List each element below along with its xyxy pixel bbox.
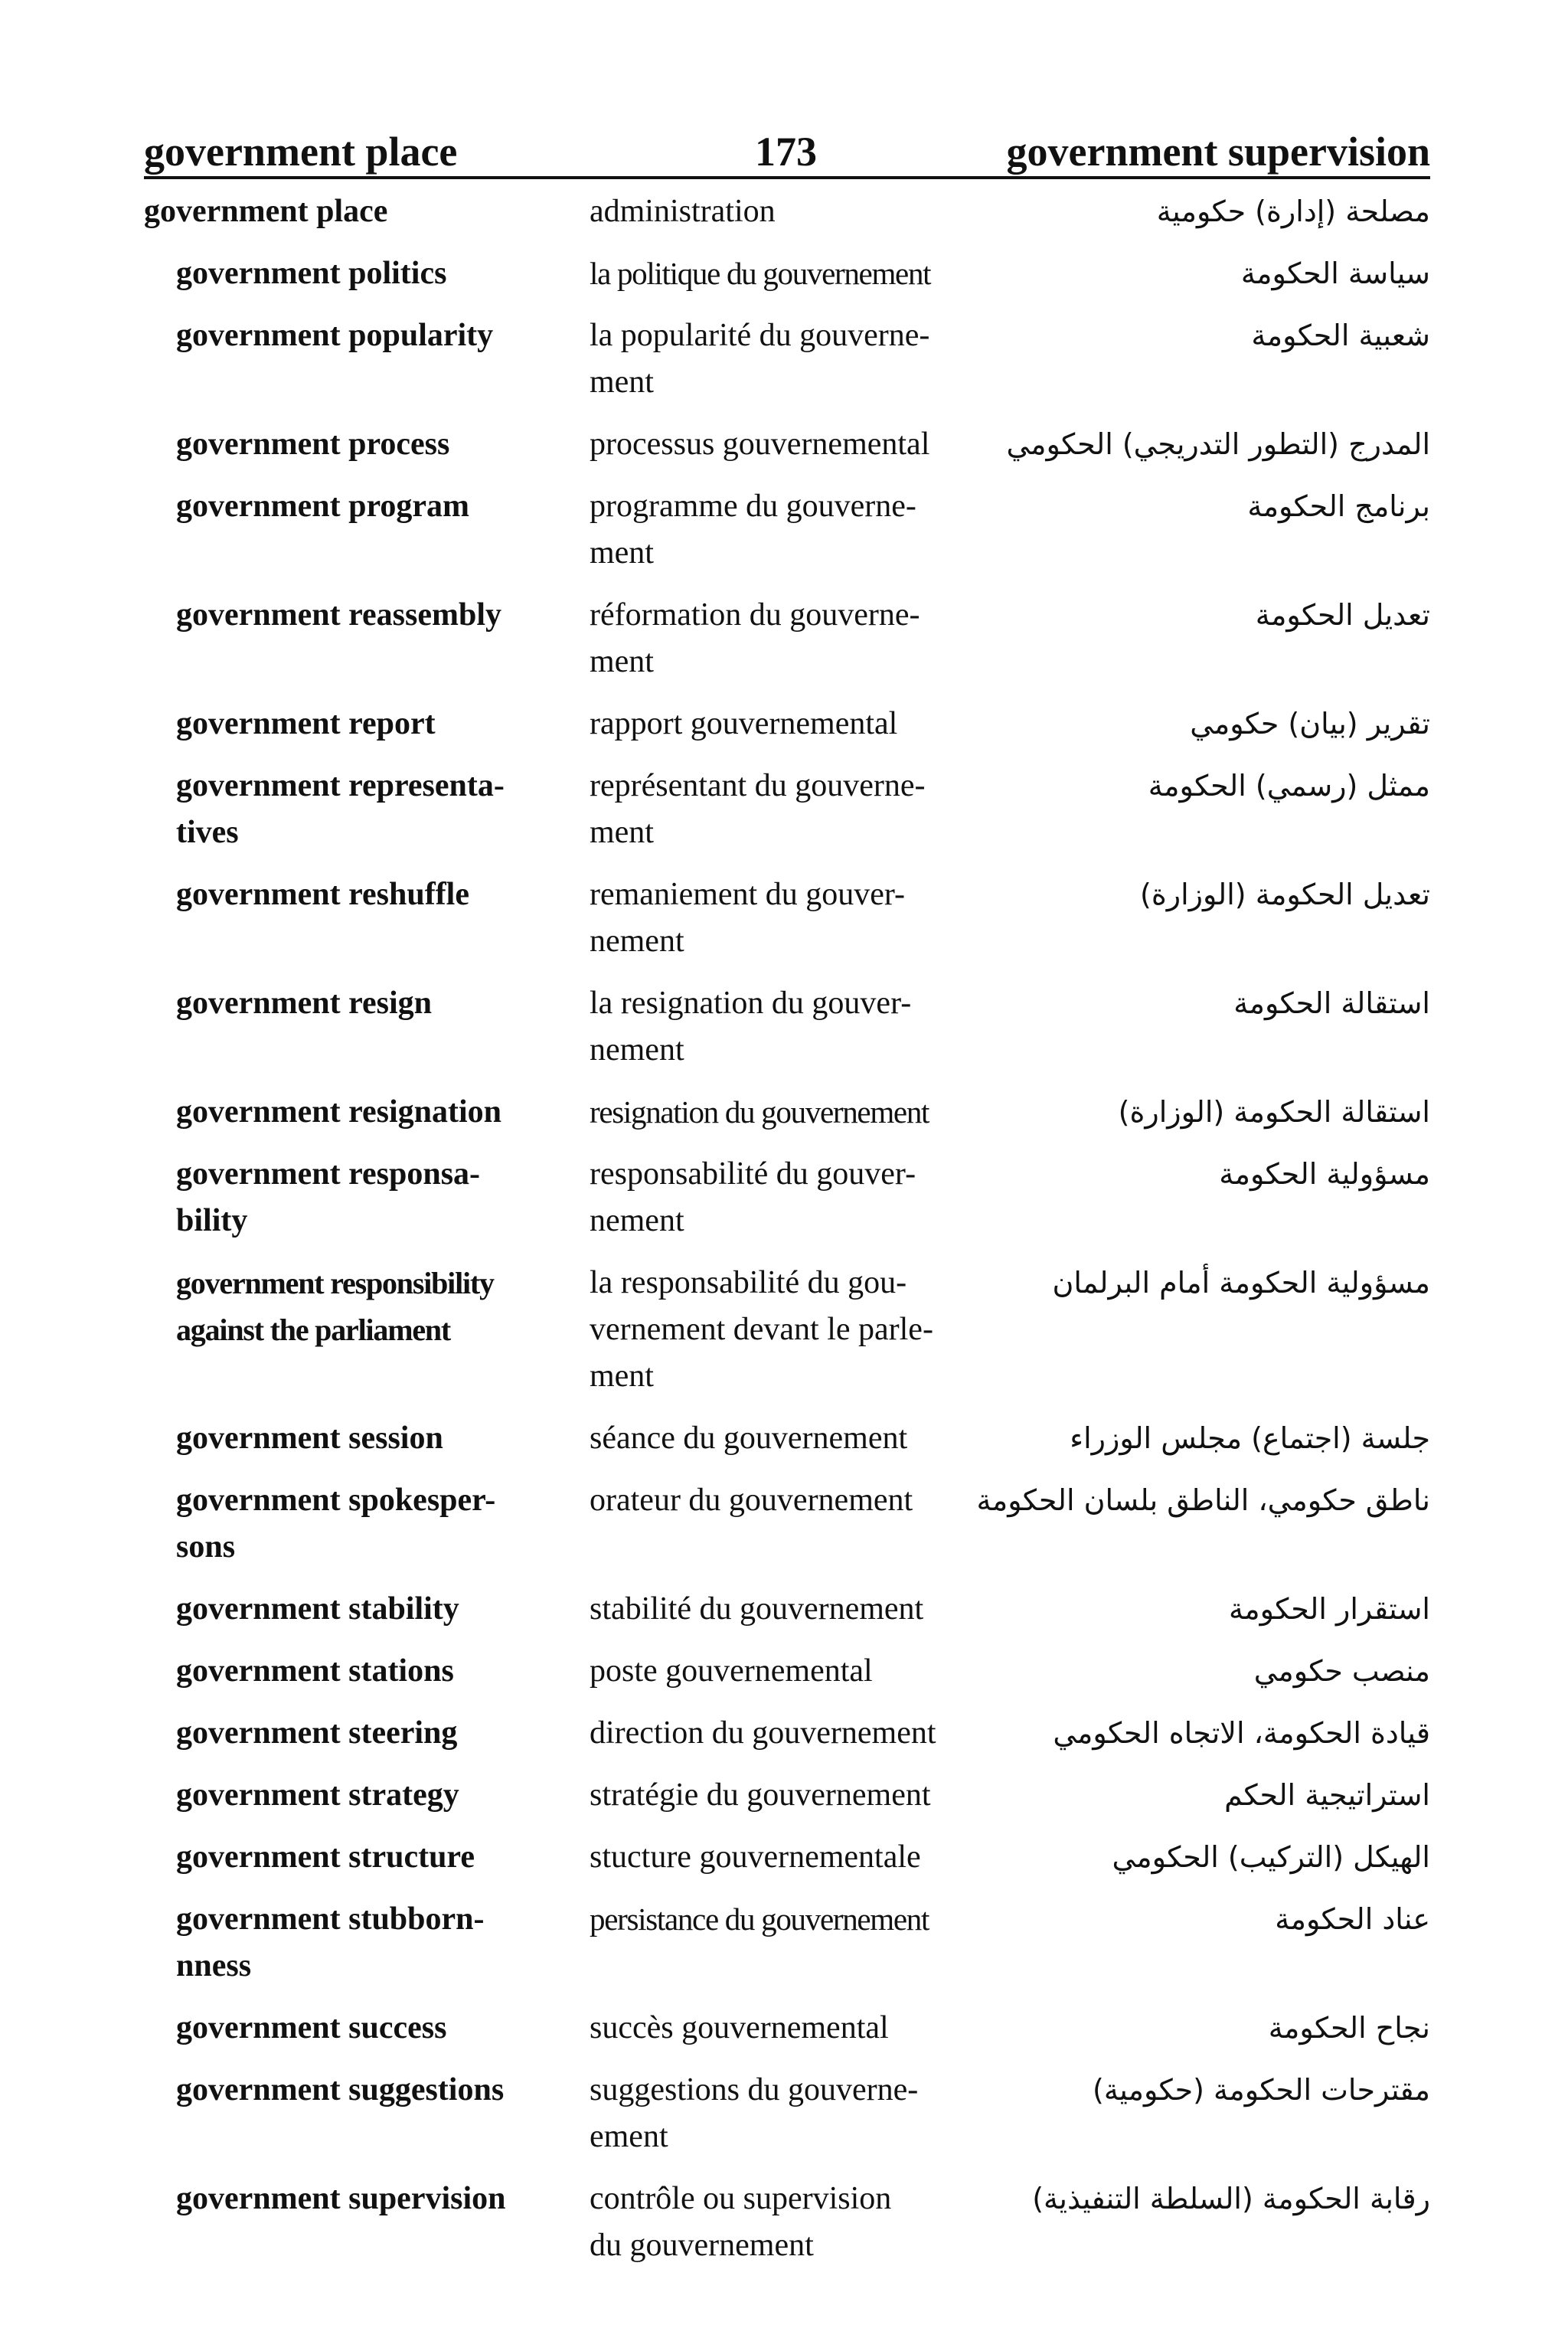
english-term	[176, 1089, 574, 1136]
french-translation	[590, 312, 1018, 406]
english-term	[176, 1477, 574, 1571]
arabic-translation: استراتيجية الحكم	[1224, 1778, 1430, 1812]
english-term-line: government process	[176, 427, 450, 462]
arabic-translation: تقرير (بيان) حكومي	[1190, 707, 1430, 741]
french-translation-line: la popularité du gouverne-	[590, 318, 930, 353]
french-translation-line: contrôle ou supervision	[590, 2181, 892, 2216]
dictionary-entry	[0, 1260, 1568, 1400]
english-term	[176, 1648, 574, 1695]
english-term-line: government responsibility	[176, 1266, 494, 1300]
french-translation-line: stratégie du gouvernement	[590, 1777, 931, 1813]
english-term	[176, 1151, 574, 1244]
french-translation-line: orateur du gouvernement	[590, 1483, 913, 1518]
arabic-translation: مسؤولية الحكومة أمام البرلمان	[1052, 1266, 1430, 1300]
english-term-line: government strategy	[176, 1777, 459, 1813]
english-term	[176, 592, 574, 639]
french-translation-line: séance du gouvernement	[590, 1421, 908, 1456]
french-translation	[590, 188, 1018, 235]
dictionary-entry	[0, 1772, 1568, 1819]
french-translation-line: ment	[590, 815, 654, 850]
arabic-translation: استقرار الحكومة	[1228, 1592, 1430, 1626]
arabic-translation: ممثل (رسمي) الحكومة	[1148, 769, 1430, 803]
arabic-translation: مصلحة (إدارة) حكومية	[1156, 195, 1430, 228]
french-translation-line: responsabilité du gouver-	[590, 1156, 916, 1192]
dictionary-entry	[0, 1477, 1568, 1571]
dictionary-entry	[0, 1089, 1568, 1136]
header-rule	[144, 176, 1430, 179]
dictionary-entry	[0, 871, 1568, 965]
arabic-translation: تعديل الحكومة (الوزارة)	[1140, 878, 1430, 911]
arabic-translation: الهيكل (التركيب) الحكومي	[1112, 1840, 1430, 1874]
arabic-translation: قيادة الحكومة، الاتجاه الحكومي	[1053, 1716, 1430, 1750]
english-term	[176, 980, 574, 1027]
dictionary-entry	[0, 2176, 1568, 2269]
dictionary-entry	[0, 483, 1568, 577]
english-term	[176, 763, 574, 856]
french-translation-line: du gouvernement	[590, 2228, 814, 2263]
dictionary-entry	[0, 250, 1568, 297]
french-translation	[590, 421, 1018, 468]
french-translation-line: réformation du gouverne-	[590, 597, 920, 633]
french-translation	[590, 1896, 1018, 1943]
french-translation-line: direction du gouvernement	[590, 1715, 936, 1751]
arabic-translation: استقالة الحكومة (الوزارة)	[1118, 1095, 1430, 1129]
french-translation	[590, 1477, 1018, 1524]
french-translation-line: la politique du gouvernement	[590, 256, 931, 291]
french-translation-line: la responsabilité du gou-	[590, 1265, 907, 1300]
english-term-line: bility	[176, 1203, 248, 1238]
french-translation	[590, 871, 1018, 965]
arabic-translation: استقالة الحكومة	[1233, 986, 1430, 1020]
french-translation-line: ement	[590, 2119, 668, 2154]
english-term-line: government popularity	[176, 318, 494, 353]
english-term	[176, 701, 574, 747]
english-term-line: against the parliament	[176, 1313, 451, 1347]
french-translation	[590, 701, 1018, 747]
french-translation-line: stabilité du gouvernement	[590, 1591, 924, 1627]
french-translation	[590, 2005, 1018, 2052]
english-term-line: government place	[144, 194, 388, 229]
dictionary-entry	[0, 1896, 1568, 1990]
dictionary-entry	[0, 421, 1568, 468]
english-term	[176, 1586, 574, 1633]
english-term-line: government report	[176, 706, 436, 741]
arabic-translation: سياسة الحكومة	[1240, 257, 1430, 290]
arabic-translation: رقابة الحكومة (السلطة التنفيذية)	[1032, 2182, 1430, 2215]
english-term	[176, 1834, 574, 1881]
dictionary-entry	[0, 1586, 1568, 1633]
english-term	[176, 1415, 574, 1462]
arabic-translation: مسؤولية الحكومة	[1219, 1157, 1430, 1191]
dictionary-entry	[0, 701, 1568, 747]
english-term-line: government program	[176, 489, 469, 524]
dictionary-entry	[0, 763, 1568, 856]
french-translation-line: ment	[590, 365, 654, 400]
french-translation-line: nement	[590, 924, 684, 959]
french-translation-line: ment	[590, 644, 654, 679]
french-translation	[590, 250, 1018, 297]
french-translation-line: nement	[590, 1032, 684, 1068]
english-term	[176, 421, 574, 468]
english-term-line: government session	[176, 1421, 443, 1456]
french-translation	[590, 763, 1018, 856]
english-term	[176, 1772, 574, 1819]
english-term-line: government stability	[176, 1591, 459, 1627]
dictionary-entry	[0, 1151, 1568, 1244]
french-translation-line: la resignation du gouver-	[590, 986, 912, 1021]
header-last-entry: government supervision	[1006, 129, 1430, 175]
french-translation-line: administration	[590, 194, 776, 229]
header-first-entry: government place	[144, 129, 458, 175]
english-term-line: government success	[176, 2010, 447, 2045]
french-translation-line: suggestions du gouverne-	[590, 2072, 919, 2107]
french-translation-line: ment	[590, 535, 654, 571]
dictionary-entry	[0, 188, 1568, 235]
english-term	[176, 2067, 574, 2114]
english-term-line: government resignation	[176, 1094, 502, 1130]
french-translation	[590, 592, 1018, 685]
english-term	[144, 188, 542, 235]
page-number: 173	[755, 129, 817, 175]
dictionary-entry	[0, 312, 1568, 406]
english-term-line: government suggestions	[176, 2072, 505, 2107]
english-term-line: government steering	[176, 1715, 458, 1751]
french-translation-line: resignation du gouvernement	[590, 1094, 929, 1130]
english-term-line: government stations	[176, 1653, 454, 1689]
dictionary-entry	[0, 1710, 1568, 1757]
english-term	[176, 250, 574, 297]
french-translation	[590, 2067, 1018, 2160]
english-term-line: government representa-	[176, 768, 505, 803]
dictionary-entry	[0, 1648, 1568, 1695]
arabic-translation: منصب حكومي	[1253, 1654, 1430, 1688]
running-head	[144, 124, 1430, 179]
french-translation-line: remaniement du gouver-	[590, 877, 906, 912]
arabic-translation: عناد الحكومة	[1275, 1902, 1430, 1936]
english-term-line: government supervision	[176, 2181, 506, 2216]
english-term-line: government politics	[176, 256, 447, 291]
english-term	[176, 1260, 574, 1353]
english-term	[176, 312, 574, 359]
french-translation-line: vernement devant le parle-	[590, 1312, 933, 1347]
english-term-line: government spokesper-	[176, 1483, 496, 1518]
english-term	[176, 2176, 574, 2222]
english-term-line: tives	[176, 815, 239, 850]
french-translation	[590, 1586, 1018, 1633]
french-translation	[590, 1834, 1018, 1881]
english-term-line: government resign	[176, 986, 433, 1021]
french-translation-line: nement	[590, 1203, 684, 1238]
french-translation-line: persistance du gouvernement	[590, 1901, 929, 1937]
french-translation-line: ment	[590, 1359, 654, 1394]
dictionary-entry	[0, 592, 1568, 685]
english-term	[176, 2005, 574, 2052]
french-translation	[590, 483, 1018, 577]
arabic-translation: برنامج الحكومة	[1247, 489, 1430, 523]
french-translation	[590, 1260, 1018, 1400]
english-term-line: government stubborn-	[176, 1901, 485, 1937]
french-translation	[590, 1772, 1018, 1819]
french-translation	[590, 2176, 1018, 2269]
english-term	[176, 1710, 574, 1757]
english-term-line: nness	[176, 1948, 252, 1983]
dictionary-entry	[0, 2067, 1568, 2160]
dictionary-entry	[0, 1834, 1568, 1881]
arabic-translation: جلسة (اجتماع) مجلس الوزراء	[1070, 1421, 1430, 1455]
french-translation-line: processus gouvernemental	[590, 427, 930, 462]
arabic-translation: ناطق حكومي، الناطق بلسان الحكومة	[976, 1483, 1430, 1517]
french-translation	[590, 1089, 1018, 1136]
french-translation	[590, 1710, 1018, 1757]
english-term	[176, 871, 574, 918]
french-translation-line: rapport gouvernemental	[590, 706, 898, 741]
french-translation-line: stucture gouvernementale	[590, 1839, 921, 1875]
arabic-translation: تعديل الحكومة	[1255, 598, 1430, 632]
english-term-line: government reshuffle	[176, 877, 469, 912]
english-term-line: sons	[176, 1529, 236, 1565]
french-translation-line: poste gouvernemental	[590, 1653, 873, 1689]
english-term	[176, 1896, 574, 1990]
dictionary-entry	[0, 980, 1568, 1074]
english-term-line: government structure	[176, 1839, 475, 1875]
french-translation	[590, 1415, 1018, 1462]
french-translation-line: programme du gouverne-	[590, 489, 916, 524]
dictionary-entry	[0, 2005, 1568, 2052]
french-translation-line: représentant du gouverne-	[590, 768, 926, 803]
french-translation	[590, 980, 1018, 1074]
english-term-line: government responsa-	[176, 1156, 481, 1192]
french-translation-line: succès gouvernemental	[590, 2010, 889, 2045]
arabic-translation: شعبية الحكومة	[1251, 319, 1430, 352]
arabic-translation: مقترحات الحكومة (حكومية)	[1093, 2073, 1430, 2107]
french-translation	[590, 1648, 1018, 1695]
english-term-line: government reassembly	[176, 597, 501, 633]
arabic-translation: المدرج (التطور التدريجي) الحكومي	[1006, 427, 1430, 461]
french-translation	[590, 1151, 1018, 1244]
arabic-translation: نجاح الحكومة	[1268, 2011, 1430, 2045]
english-term	[176, 483, 574, 530]
dictionary-entry	[0, 1415, 1568, 1462]
